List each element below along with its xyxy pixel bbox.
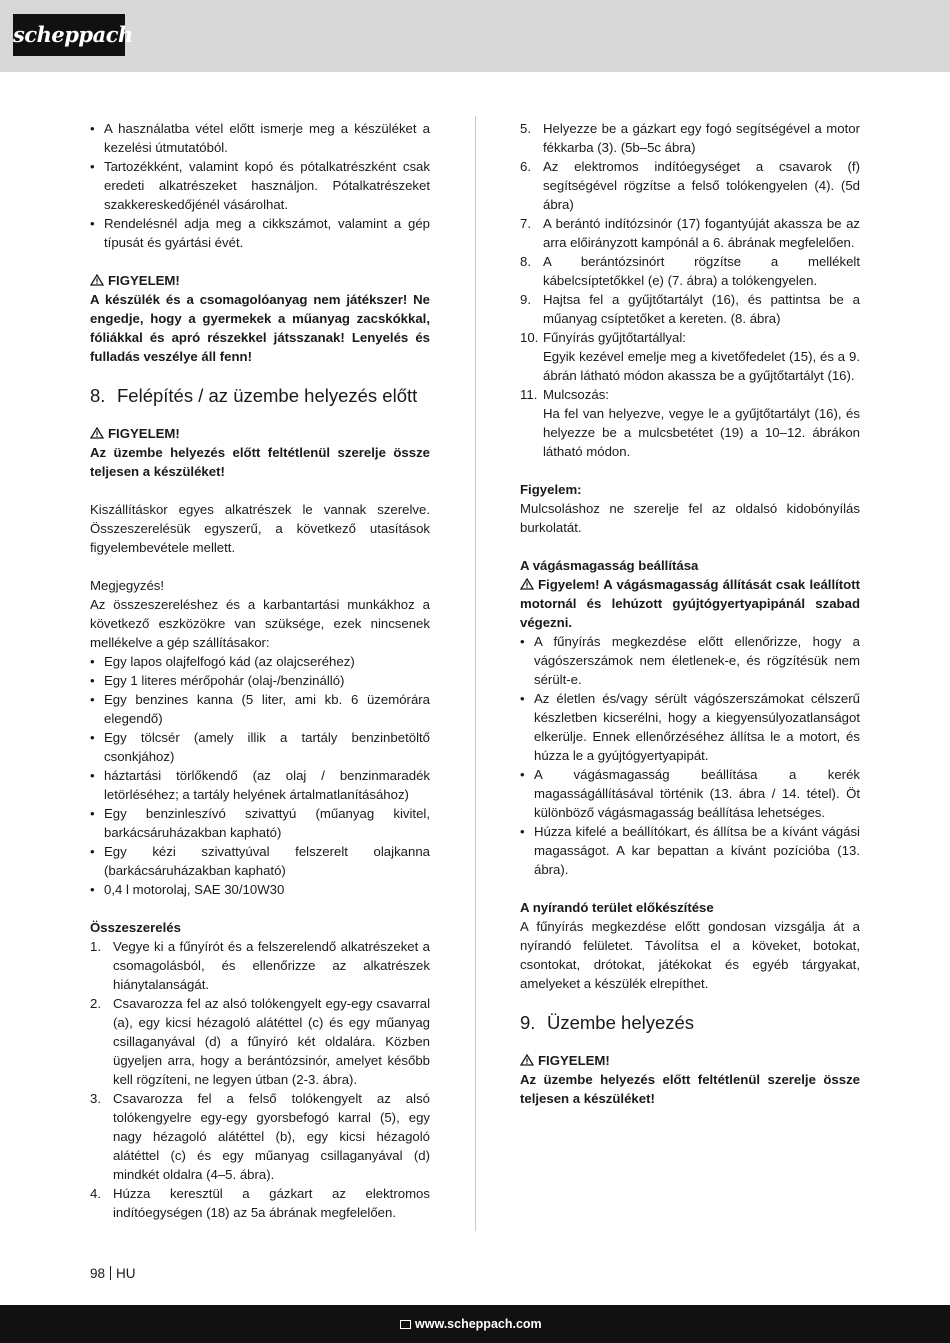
header-bar: [0, 0, 950, 72]
list-item: • Rendelésnél adja meg a cikkszámot, valamint a gép típusát és gyártási évét.: [90, 216, 430, 250]
footer-bar: [0, 1305, 950, 1343]
list-item: 4. Húzza keresztül a gázkart az elektromos indítóegységen (18) az 5a ábrának megfelelően.: [90, 1186, 430, 1220]
warning-triangle-icon: [90, 274, 104, 286]
list-item: • Egy lapos olajfelfogó kád (az olajcseréhez): [90, 654, 355, 669]
list-item: 11. Mulcsozás: Ha fel van helyezve, vegye le a gyűjtőtartályt (16), és helyezze be a mulcsbetétet (19) a 10–12. ábrákon látható módon.: [520, 387, 860, 459]
intro-bullet-list: [90, 119, 430, 252]
warning-heading: FIGYELEM!: [520, 1051, 860, 1070]
assembly-steps-list-continued: [520, 119, 860, 461]
page-number: 98 HU: [90, 1266, 136, 1281]
list-item: 8. A berántózsinórt rögzítse a mellékelt kábelcsíptetőkkel (e) (7. ábra) a tolókengyelen.: [520, 254, 860, 288]
area-preparation-title: A nyírandó terület előkészítése: [520, 900, 714, 915]
warning-heading: FIGYELEM!: [90, 271, 430, 290]
list-item: • A használatba vétel előtt ismerje meg a készüléket a kezelési útmutatóból.: [90, 121, 430, 155]
delivery-paragraph: Kiszállításkor egyes alkatrészek le vannak szerelve. Összeszerelésük egyszerű, a következő utasítások figyelembevétele mellett.: [90, 502, 430, 555]
note-title: Megjegyzés!: [90, 578, 165, 593]
list-item: • Egy 1 literes mérőpohár (olaj-/benzinálló): [90, 673, 345, 688]
attention-text: Mulcsoláshoz ne szerelje fel az oldalsó kidobónyílás burkolatát.: [520, 501, 860, 535]
list-item: • A fűnyírás megkezdése előtt ellenőrizze, hogy a vágószerszámok nem életlenek-e, és rögzítésük nem sérült-e.: [520, 634, 860, 687]
list-item: 9. Hajtsa fel a gyűjtőtartályt (16), és pattintsa be a műanyag csíptetőket a kereten. (8. ábra): [520, 292, 860, 326]
list-item: • Húzza kifelé a beállítókart, és állítsa be a kívánt vágási magasságot. A kar bepattan a kívánt pozícióba (13. ábra).: [520, 824, 860, 877]
list-item: 10. Fűnyírás gyűjtőtartállyal: Egyik kezével emelje meg a kivetőfedelet (15), és a 9. ábrán látható módon akassza be a gyűjtőtartályt (16).: [520, 330, 860, 383]
list-item: 3. Csavarozza fel a felső tolókengyelt az alsó tolókengyelre egy-egy gyorsbefogó karral (5), egy nagy hézagoló alátéttel (b), egy kicsi hézagoló alátéttel (c) és egy műanyag csillaganyával (d) mindkét oldalra (4–5. ábra).: [90, 1091, 430, 1182]
warning-triangle-icon: [520, 578, 534, 590]
area-preparation-text: A fűnyírás megkezdése előtt gondosan vizsgálja át a nyírandó felületet. Távolítsa el a köveket, botokat, csontokat, drótokat, játékokat és egyéb tárgyakat, amelyeket a készülék elrepíthet.: [520, 919, 860, 991]
monitor-icon: [400, 1320, 411, 1329]
note-paragraph: Az összeszereléshez és a karbantartási munkákhoz a következő eszközökre van szüksége, ezek nincsenek mellékelve a gép szállításakor:: [90, 597, 430, 650]
warning-triangle-icon: [90, 427, 104, 439]
section-heading-9: 9. Üzembe helyezés: [520, 1012, 695, 1033]
list-item: • 0,4 l motorolaj, SAE 30/10W30: [90, 882, 285, 897]
warning-triangle-icon: [520, 1054, 534, 1066]
attention-title: Figyelem:: [520, 482, 582, 497]
list-item: • Egy kézi szivattyúval felszerelt olajkanna (barkácsáruházakban kapható): [90, 844, 430, 878]
warning-text: A készülék és a csomagolóanyag nem játékszer! Ne engedje, hogy a gyermekek a műanyag zacskókkal, fóliákkal és apró részekkel játsszanak! Lenyelés és fulladás veszélye áll fenn!: [90, 292, 430, 364]
list-item: • A vágásmagasság beállítása a kerék magasságállításával történik (13. ábra / 14. tétel). Öt különböző vágásmagasság beállítása lehetséges.: [520, 767, 860, 820]
list-item: 5. Helyezze be a gázkart egy fogó segítségével a motor fékkarba (3). (5b–5c ábra): [520, 121, 860, 155]
cutting-warning: Figyelem! A vágásmagasság állítását csak leállított motornál és lehúzott gyújtógyertyapipánál szabad végezni.: [520, 577, 860, 630]
list-item: • Tartozékként, valamint kopó és pótalkatrészként csak eredeti alkatrészeket használjon. Pótalkatrészeket szakkereskedőjénél vásárolhat.: [90, 159, 430, 212]
list-item: • Egy benzines kanna (5 liter, ami kb. 6 üzemórára elegendő): [90, 692, 430, 726]
tools-list: [90, 652, 430, 899]
list-item: • Egy tölcsér (amely illik a tartály benzinbetöltő csonkjához): [90, 730, 430, 764]
list-item: • Egy benzinleszívó szivattyú (műanyag kivitel, barkácsáruházakban kapható): [90, 806, 430, 840]
scheppach-logo: scheppach: [13, 14, 125, 56]
section-heading-8: 8. Felépítés / az üzembe helyezés előtt: [90, 385, 418, 406]
list-item: 6. Az elektromos indítóegységet a csavarok (f) segítségével rögzítse a felső tolókengyelen (4). (5d ábra): [520, 159, 860, 212]
list-item: • háztartási törlőkendő (az olaj / benzinmaradék letörléséhez; a tartály helyének ártalmatlanításához): [90, 768, 430, 802]
column-divider: [475, 116, 476, 1231]
list-item: 1. Vegye ki a fűnyírót és a felszerelendő alkatrészeket a csomagolásból, és ellenőrizze az alkatrészek hiánytalanságát.: [90, 939, 430, 992]
warning-text: Az üzembe helyezés előtt feltétlenül szerelje össze teljesen a készüléket!: [90, 445, 430, 479]
list-item: 7. A berántó indítózsinór (17) fogantyúját akassza be az arra előirányzott kampónál a 6. ábrának megfelelően.: [520, 216, 860, 250]
website-link[interactable]: www.scheppach.com: [400, 1315, 542, 1333]
assembly-steps-list: [90, 937, 430, 1222]
list-item: • Az életlen és/vagy sérült vágószerszámokat célszerű készletben kicserélni, hogy a kiegyensúlyozatlanságot elkerülje. Ennek ellenőrzéséhez állítsa le a motort, és húzza le a gyújtógyertyapipát.: [520, 691, 860, 763]
list-item: 2. Csavarozza fel az alsó tolókengyelt egy-egy csavarral (a), egy kicsi hézagoló alátéttel (c) és egy műanyag csillaganyával (d) a fűnyíró két oldalára. Közben ügyeljen arra, hogy a berántózsinór, amelyet később kell rögzíteni, ne legyen útban (2-3. ábra).: [90, 996, 430, 1087]
cutting-bullet-list: [520, 632, 860, 879]
warning-heading: FIGYELEM!: [90, 424, 430, 443]
assembly-title: Összeszerelés: [90, 920, 181, 935]
cutting-height-title: A vágásmagasság beállítása: [520, 558, 699, 573]
warning-text: Az üzembe helyezés előtt feltétlenül szerelje össze teljesen a készüléket!: [520, 1072, 860, 1106]
right-column: [520, 119, 860, 1108]
left-column: [90, 119, 430, 1222]
